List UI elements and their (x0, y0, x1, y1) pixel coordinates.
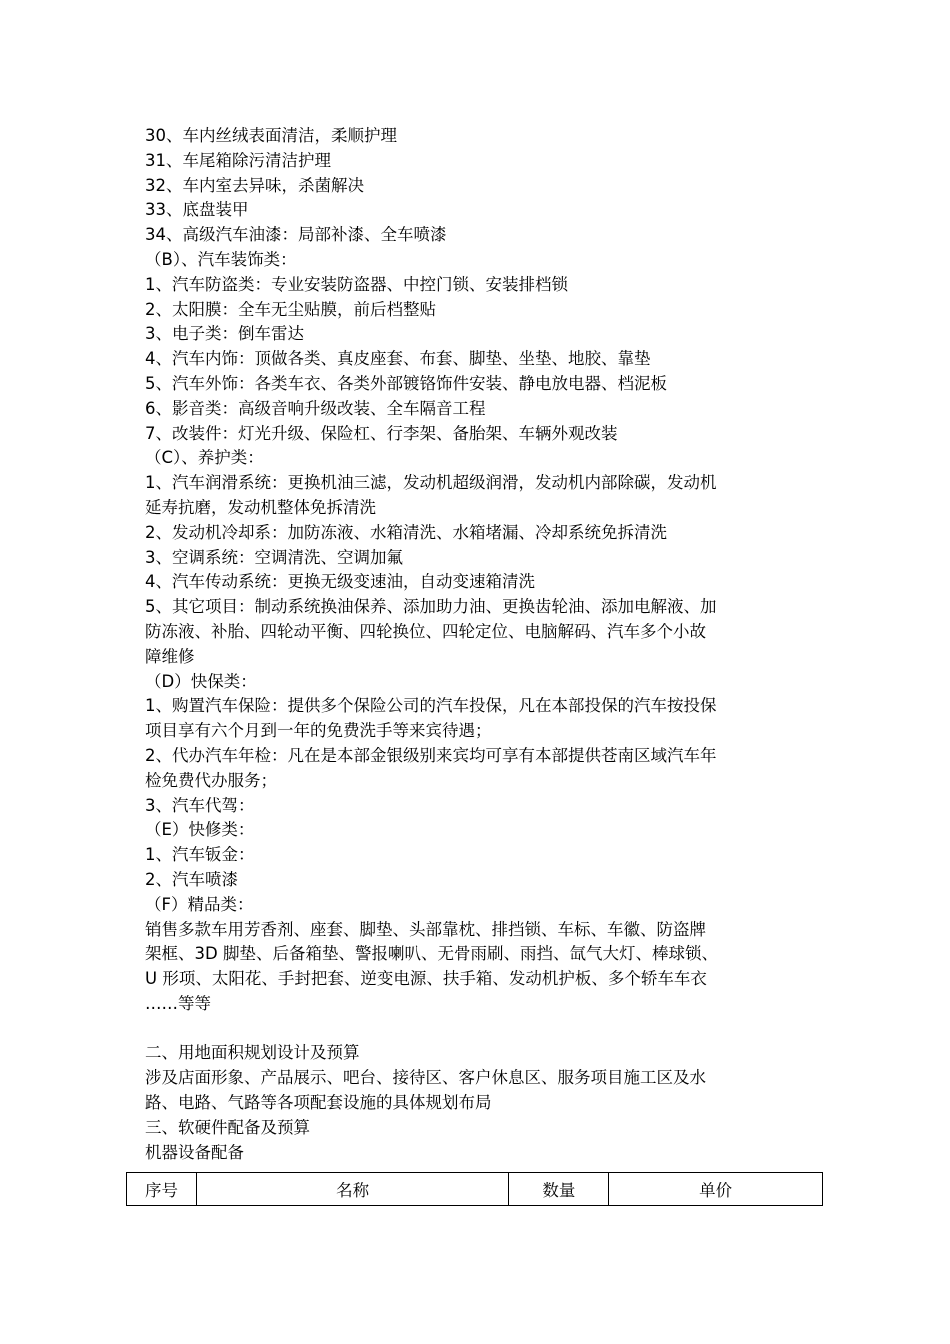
header-unit-price: 单价 (609, 1173, 823, 1206)
text-line: 5、汽车外饰：各类车衣、各类外部镀铬饰件安装、静电放电器、档泥板 (145, 373, 667, 393)
text-line: 2、汽车喷漆 (145, 869, 238, 889)
text-line: 3、空调系统：空调清洗、空调加氟 (145, 547, 403, 567)
text-line: 5、其它项目：制动系统换油保养、添加助力油、更换齿轮油、添加电解液、加 (145, 597, 717, 617)
section-heading-f: （F）精品类： (145, 894, 254, 914)
section-heading-b: （B）、汽车装饰类： (145, 249, 297, 269)
section-heading-c: （C）、养护类： (145, 448, 264, 468)
text-line: 1、购置汽车保险：提供多个保险公司的汽车投保，凡在本部投保的汽车按投保 (145, 696, 717, 716)
text-line: 7、改装件：灯光升级、保险杠、行李架、备胎架、车辆外观改装 (145, 423, 618, 443)
table-caption: 机器设备配备 (145, 1142, 244, 1162)
text-line: 2、发动机冷却系：加防冻液、水箱清洗、水箱堵漏、冷却系统免拆清洗 (145, 522, 667, 542)
text-line: 涉及店面形象、产品展示、吧台、接待区、客户休息区、服务项目施工区及水 (145, 1068, 706, 1088)
header-name: 名称 (196, 1173, 509, 1206)
text-line: 架框、3D 脚垫、后备箱垫、警报喇叭、无骨雨刷、雨挡、氙气大灯、棒球锁、 (145, 944, 718, 964)
text-line: 防冻液、补胎、四轮动平衡、四轮换位、四轮定位、电脑解码、汽车多个小故 (145, 621, 706, 641)
chapter-heading-3: 三、软硬件配备及预算 (145, 1117, 310, 1137)
header-index: 序号 (127, 1173, 197, 1206)
blank-line (145, 1017, 825, 1042)
text-line: 32、车内室去异味，杀菌解决 (145, 175, 364, 195)
text-line: ……等等 (145, 993, 211, 1013)
text-line: 路、电路、气路等各项配套设施的具体规划布局 (145, 1093, 492, 1113)
text-line: 6、影音类：高级音响升级改装、全车隔音工程 (145, 398, 486, 418)
section-heading-d: （D）快保类： (145, 671, 257, 691)
equipment-table (126, 1172, 823, 1206)
text-line: 检免费代办服务； (145, 770, 277, 790)
text-line: 3、汽车代驾： (145, 795, 255, 815)
chapter-heading-2: 二、用地面积规划设计及预算 (145, 1043, 360, 1063)
document-body (145, 124, 825, 1165)
text-line: 1、汽车润滑系统：更换机油三滤，发动机超级润滑，发动机内部除碳，发动机 (145, 473, 717, 493)
header-quantity: 数量 (509, 1173, 609, 1206)
text-line: 2、代办汽车年检：凡在是本部金银级别来宾均可享有本部提供苍南区域汽车年 (145, 745, 717, 765)
text-line: 3、电子类：倒车雷达 (145, 324, 304, 344)
text-line: 4、汽车传动系统：更换无级变速油，自动变速箱清洗 (145, 572, 535, 592)
text-line: 延寿抗磨，发动机整体免拆清洗 (145, 497, 376, 517)
text-line: U 形项、太阳花、手封把套、逆变电源、扶手箱、发动机护板、多个轿车车衣 (145, 969, 707, 989)
table-header-row (127, 1173, 823, 1206)
text-line: 2、太阳膜：全车无尘贴膜，前后档整贴 (145, 299, 436, 319)
text-line: 障维修 (145, 646, 195, 666)
text-line: 1、汽车钣金： (145, 845, 255, 865)
text-line: 项目享有六个月到一年的免费洗手等来宾待遇； (145, 721, 492, 741)
text-line: 30、车内丝绒表面清洁，柔顺护理 (145, 126, 397, 145)
text-line: 1、汽车防盗类：专业安装防盗器、中控门锁、安装排档锁 (145, 274, 568, 294)
text-line: 31、车尾箱除污清洁护理 (145, 150, 331, 170)
text-line: 4、汽车内饰：顶做各类、真皮座套、布套、脚垫、坐垫、地胶、靠垫 (145, 349, 651, 369)
text-line: 33、底盘装甲 (145, 200, 249, 220)
section-heading-e: （E）快修类： (145, 820, 255, 840)
text-line: 销售多款车用芳香剂、座套、脚垫、头部靠枕、排挡锁、车标、车徽、防盗牌 (145, 919, 706, 939)
text-line: 34、高级汽车油漆：局部补漆、全车喷漆 (145, 225, 447, 245)
